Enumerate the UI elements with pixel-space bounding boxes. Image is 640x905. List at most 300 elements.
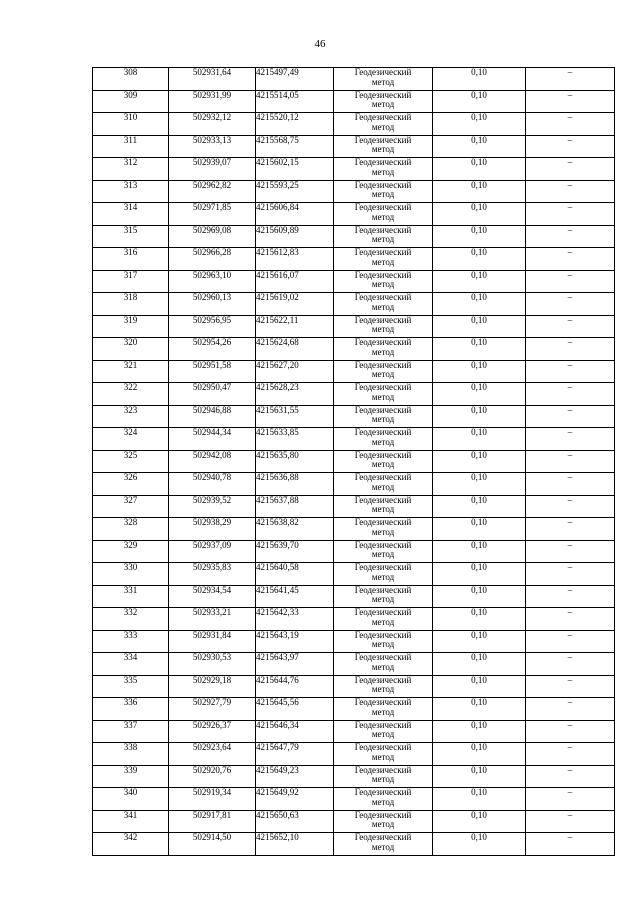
method-line-2: метод <box>371 504 395 514</box>
point-number-cell: 316 <box>93 248 169 271</box>
y-coordinate-cell: 4215639,70 <box>256 540 334 563</box>
accuracy-cell: 0,10 <box>433 428 526 451</box>
method-line-1: Геодезический <box>354 607 412 617</box>
method-cell <box>334 720 433 743</box>
method-line-1: Геодезический <box>354 89 412 100</box>
table-row <box>93 158 615 181</box>
method-line-2: метод <box>371 774 395 784</box>
table-row <box>93 788 615 811</box>
method-line-1: Геодезический <box>354 359 412 370</box>
table-row <box>93 518 615 541</box>
method-cell <box>334 788 433 811</box>
method-line-1: Геодезический <box>354 449 412 460</box>
accuracy-cell: 0,10 <box>433 225 526 248</box>
method-cell <box>334 248 433 271</box>
method-line-2: метод <box>371 279 395 289</box>
accuracy-cell: 0,10 <box>433 383 526 406</box>
x-coordinate-cell: 502933,13 <box>169 135 256 158</box>
point-number-cell: 335 <box>93 675 169 698</box>
y-coordinate-cell: 4215640,58 <box>256 563 334 586</box>
method-line-1: Геодезический <box>354 539 412 550</box>
method-line-1: Геодезический <box>354 584 412 595</box>
accuracy-cell: 0,10 <box>433 540 526 563</box>
point-number-cell: 318 <box>93 293 169 316</box>
note-cell: – <box>526 743 615 766</box>
note-cell: – <box>526 68 615 91</box>
method-line-2: метод <box>371 324 395 334</box>
x-coordinate-cell: 502962,82 <box>169 180 256 203</box>
table-row <box>93 630 615 653</box>
table-row <box>93 675 615 698</box>
note-cell: – <box>526 360 615 383</box>
method-cell <box>334 563 433 586</box>
method-line-2: метод <box>371 121 395 132</box>
point-number-cell: 317 <box>93 270 169 293</box>
method-cell <box>334 405 433 428</box>
note-cell: – <box>526 810 615 833</box>
table-row <box>93 743 615 766</box>
method-line-1: Геодезический <box>354 629 412 640</box>
method-line-1: Геодезический <box>354 562 412 572</box>
method-line-1: Геодезический <box>354 674 412 685</box>
method-cell <box>334 653 433 676</box>
note-cell: – <box>526 630 615 653</box>
accuracy-cell: 0,10 <box>433 315 526 338</box>
x-coordinate-cell: 502944,34 <box>169 428 256 451</box>
method-line-1: Геодезический <box>354 719 412 730</box>
method-line-2: метод <box>371 166 395 177</box>
note-cell: – <box>526 203 615 226</box>
accuracy-cell: 0,10 <box>433 608 526 631</box>
note-cell: – <box>526 248 615 271</box>
x-coordinate-cell: 502917,81 <box>169 810 256 833</box>
method-cell <box>334 698 433 721</box>
method-line-1: Геодезический <box>354 809 412 820</box>
accuracy-cell: 0,10 <box>433 68 526 91</box>
x-coordinate-cell: 502930,53 <box>169 653 256 676</box>
x-coordinate-cell: 502935,83 <box>169 563 256 586</box>
accuracy-cell: 0,10 <box>433 270 526 293</box>
point-number-cell: 308 <box>93 68 169 91</box>
method-cell <box>334 675 433 698</box>
x-coordinate-cell: 502920,76 <box>169 765 256 788</box>
table-row <box>93 810 615 833</box>
x-coordinate-cell: 502966,28 <box>169 248 256 271</box>
method-line-2: метод <box>371 144 395 154</box>
accuracy-cell: 0,10 <box>433 473 526 496</box>
x-coordinate-cell: 502926,37 <box>169 720 256 743</box>
note-cell: – <box>526 383 615 406</box>
point-number-cell: 310 <box>93 113 169 136</box>
note-cell: – <box>526 180 615 203</box>
point-number-cell: 312 <box>93 158 169 181</box>
method-line-2: метод <box>371 571 395 582</box>
note-cell: – <box>526 698 615 721</box>
point-number-cell: 321 <box>93 360 169 383</box>
table-row <box>93 225 615 248</box>
method-line-2: метод <box>371 841 395 852</box>
point-number-cell: 325 <box>93 450 169 473</box>
method-line-2: метод <box>371 684 395 694</box>
y-coordinate-cell: 4215568,75 <box>256 135 334 158</box>
table-row <box>93 90 615 113</box>
note-cell: – <box>526 113 615 136</box>
point-number-cell: 330 <box>93 563 169 586</box>
x-coordinate-cell: 502940,78 <box>169 473 256 496</box>
note-cell: – <box>526 225 615 248</box>
accuracy-cell: 0,10 <box>433 113 526 136</box>
note-cell: – <box>526 158 615 181</box>
table-row <box>93 563 615 586</box>
method-cell <box>334 608 433 631</box>
method-line-1: Геодезический <box>354 134 412 145</box>
method-cell <box>334 383 433 406</box>
point-number-cell: 333 <box>93 630 169 653</box>
point-number-cell: 337 <box>93 720 169 743</box>
method-line-2: метод <box>371 369 395 379</box>
method-cell <box>334 585 433 608</box>
accuracy-cell: 0,10 <box>433 338 526 361</box>
accuracy-cell: 0,10 <box>433 158 526 181</box>
method-cell <box>334 833 433 856</box>
y-coordinate-cell: 4215652,10 <box>256 833 334 856</box>
table-row <box>93 113 615 136</box>
point-number-cell: 329 <box>93 540 169 563</box>
y-coordinate-cell: 4215638,82 <box>256 518 334 541</box>
x-coordinate-cell: 502942,08 <box>169 450 256 473</box>
accuracy-cell: 0,10 <box>433 180 526 203</box>
note-cell: – <box>526 675 615 698</box>
method-line-2: метод <box>371 391 395 402</box>
table-row <box>93 383 615 406</box>
accuracy-cell: 0,10 <box>433 743 526 766</box>
table-row <box>93 68 615 91</box>
accuracy-cell: 0,10 <box>433 203 526 226</box>
table-row <box>93 180 615 203</box>
y-coordinate-cell: 4215643,97 <box>256 653 334 676</box>
method-line-1: Геодезический <box>354 67 412 77</box>
note-cell: – <box>526 563 615 586</box>
y-coordinate-cell: 4215619,02 <box>256 293 334 316</box>
accuracy-cell: 0,10 <box>433 405 526 428</box>
accuracy-cell: 0,10 <box>433 90 526 113</box>
method-line-2: метод <box>371 481 395 492</box>
x-coordinate-cell: 502932,12 <box>169 113 256 136</box>
note-cell: – <box>526 585 615 608</box>
method-cell <box>334 495 433 518</box>
coordinates-table <box>92 67 615 856</box>
y-coordinate-cell: 4215520,12 <box>256 113 334 136</box>
accuracy-cell: 0,10 <box>433 248 526 271</box>
method-line-1: Геодезический <box>354 742 412 752</box>
y-coordinate-cell: 4215497,49 <box>256 68 334 91</box>
method-line-1: Геодезический <box>354 517 412 527</box>
y-coordinate-cell: 4215627,20 <box>256 360 334 383</box>
method-line-1: Геодезический <box>354 224 412 235</box>
y-coordinate-cell: 4215649,92 <box>256 788 334 811</box>
method-line-2: метод <box>371 639 395 649</box>
page-number: 46 <box>314 38 326 50</box>
x-coordinate-cell: 502934,54 <box>169 585 256 608</box>
method-line-2: метод <box>371 301 395 312</box>
accuracy-cell: 0,10 <box>433 698 526 721</box>
y-coordinate-cell: 4215616,07 <box>256 270 334 293</box>
method-line-2: метод <box>371 594 395 604</box>
table-row <box>93 315 615 338</box>
note-cell: – <box>526 315 615 338</box>
point-number-cell: 332 <box>93 608 169 631</box>
point-number-cell: 336 <box>93 698 169 721</box>
method-cell <box>334 113 433 136</box>
method-line-2: метод <box>371 346 395 357</box>
y-coordinate-cell: 4215642,33 <box>256 608 334 631</box>
note-cell: – <box>526 788 615 811</box>
x-coordinate-cell: 502923,64 <box>169 743 256 766</box>
method-cell <box>334 360 433 383</box>
x-coordinate-cell: 502933,21 <box>169 608 256 631</box>
y-coordinate-cell: 4215593,25 <box>256 180 334 203</box>
x-coordinate-cell: 502919,34 <box>169 788 256 811</box>
table-row <box>93 495 615 518</box>
y-coordinate-cell: 4215609,89 <box>256 225 334 248</box>
method-line-1: Геодезический <box>354 652 412 662</box>
x-coordinate-cell: 502950,47 <box>169 383 256 406</box>
method-line-1: Геодезический <box>354 292 412 302</box>
method-cell <box>334 428 433 451</box>
y-coordinate-cell: 4215612,83 <box>256 248 334 271</box>
y-coordinate-cell: 4215637,88 <box>256 495 334 518</box>
point-number-cell: 324 <box>93 428 169 451</box>
method-cell <box>334 180 433 203</box>
x-coordinate-cell: 502954,26 <box>169 338 256 361</box>
method-line-1: Геодезический <box>354 179 412 190</box>
method-line-2: метод <box>371 751 395 762</box>
x-coordinate-cell: 502929,18 <box>169 675 256 698</box>
table-row <box>93 585 615 608</box>
y-coordinate-cell: 4215649,23 <box>256 765 334 788</box>
x-coordinate-cell: 502960,13 <box>169 293 256 316</box>
point-number-cell: 339 <box>93 765 169 788</box>
y-coordinate-cell: 4215650,63 <box>256 810 334 833</box>
method-line-2: метод <box>371 819 395 829</box>
point-number-cell: 322 <box>93 383 169 406</box>
method-line-2: метод <box>371 256 395 267</box>
note-cell: – <box>526 765 615 788</box>
point-number-cell: 326 <box>93 473 169 496</box>
accuracy-cell: 0,10 <box>433 450 526 473</box>
point-number-cell: 315 <box>93 225 169 248</box>
y-coordinate-cell: 4215514,05 <box>256 90 334 113</box>
point-number-cell: 327 <box>93 495 169 518</box>
accuracy-cell: 0,10 <box>433 293 526 316</box>
method-line-2: метод <box>371 661 395 672</box>
table-row <box>93 135 615 158</box>
table-row <box>93 765 615 788</box>
table-row <box>93 248 615 271</box>
method-line-1: Геодезический <box>354 247 412 257</box>
method-cell <box>334 338 433 361</box>
note-cell: – <box>526 428 615 451</box>
x-coordinate-cell: 502927,79 <box>169 698 256 721</box>
x-coordinate-cell: 502931,64 <box>169 68 256 91</box>
point-number-cell: 342 <box>93 833 169 856</box>
method-line-2: метод <box>371 414 395 424</box>
method-line-1: Геодезический <box>354 472 412 482</box>
note-cell: – <box>526 450 615 473</box>
table-row <box>93 720 615 743</box>
y-coordinate-cell: 4215606,84 <box>256 203 334 226</box>
table-row <box>93 473 615 496</box>
point-number-cell: 311 <box>93 135 169 158</box>
note-cell: – <box>526 608 615 631</box>
accuracy-cell: 0,10 <box>433 720 526 743</box>
method-line-2: метод <box>371 189 395 199</box>
x-coordinate-cell: 502937,09 <box>169 540 256 563</box>
y-coordinate-cell: 4215644,76 <box>256 675 334 698</box>
note-cell: – <box>526 405 615 428</box>
method-cell <box>334 630 433 653</box>
table-row <box>93 203 615 226</box>
note-cell: – <box>526 518 615 541</box>
note-cell: – <box>526 293 615 316</box>
x-coordinate-cell: 502931,99 <box>169 90 256 113</box>
method-line-1: Геодезический <box>354 382 412 392</box>
table-row <box>93 450 615 473</box>
method-cell <box>334 518 433 541</box>
table-row <box>93 405 615 428</box>
accuracy-cell: 0,10 <box>433 495 526 518</box>
x-coordinate-cell: 502931,84 <box>169 630 256 653</box>
note-cell: – <box>526 540 615 563</box>
accuracy-cell: 0,10 <box>433 765 526 788</box>
y-coordinate-cell: 4215628,23 <box>256 383 334 406</box>
method-line-2: метод <box>371 526 395 537</box>
method-cell <box>334 90 433 113</box>
method-cell <box>334 765 433 788</box>
point-number-cell: 320 <box>93 338 169 361</box>
x-coordinate-cell: 502963,10 <box>169 270 256 293</box>
x-coordinate-cell: 502969,08 <box>169 225 256 248</box>
y-coordinate-cell: 4215647,79 <box>256 743 334 766</box>
table-row <box>93 698 615 721</box>
y-coordinate-cell: 4215646,34 <box>256 720 334 743</box>
method-line-1: Геодезический <box>354 787 412 797</box>
method-cell <box>334 810 433 833</box>
accuracy-cell: 0,10 <box>433 135 526 158</box>
point-number-cell: 334 <box>93 653 169 676</box>
method-cell <box>334 540 433 563</box>
method-line-1: Геодезический <box>354 494 412 505</box>
method-line-2: метод <box>371 211 395 222</box>
accuracy-cell: 0,10 <box>433 675 526 698</box>
method-line-1: Геодезический <box>354 112 412 122</box>
y-coordinate-cell: 4215641,45 <box>256 585 334 608</box>
note-cell: – <box>526 135 615 158</box>
note-cell: – <box>526 338 615 361</box>
note-cell: – <box>526 720 615 743</box>
method-line-2: метод <box>371 76 395 87</box>
y-coordinate-cell: 4215643,19 <box>256 630 334 653</box>
table-row <box>93 833 615 856</box>
point-number-cell: 340 <box>93 788 169 811</box>
table-body <box>93 68 615 856</box>
y-coordinate-cell: 4215622,11 <box>256 315 334 338</box>
note-cell: – <box>526 473 615 496</box>
method-line-2: метод <box>371 436 395 447</box>
point-number-cell: 323 <box>93 405 169 428</box>
method-cell <box>334 225 433 248</box>
x-coordinate-cell: 502939,52 <box>169 495 256 518</box>
accuracy-cell: 0,10 <box>433 585 526 608</box>
method-line-2: метод <box>371 616 395 627</box>
note-cell: – <box>526 90 615 113</box>
x-coordinate-cell: 502914,50 <box>169 833 256 856</box>
method-line-1: Геодезический <box>354 404 412 415</box>
method-cell <box>334 135 433 158</box>
method-line-1: Геодезический <box>354 337 412 347</box>
method-line-2: метод <box>371 796 395 807</box>
y-coordinate-cell: 4215631,55 <box>256 405 334 428</box>
method-line-1: Геодезический <box>354 269 412 280</box>
method-line-1: Геодезический <box>354 832 412 842</box>
method-line-1: Геодезический <box>354 202 412 212</box>
method-line-2: метод <box>371 459 395 469</box>
method-line-1: Геодезический <box>354 314 412 325</box>
accuracy-cell: 0,10 <box>433 810 526 833</box>
method-cell <box>334 473 433 496</box>
table-row <box>93 428 615 451</box>
method-line-2: метод <box>371 99 395 109</box>
method-cell <box>334 203 433 226</box>
table-row <box>93 293 615 316</box>
method-cell <box>334 158 433 181</box>
table-row <box>93 338 615 361</box>
x-coordinate-cell: 502938,29 <box>169 518 256 541</box>
method-line-1: Геодезический <box>354 764 412 775</box>
method-cell <box>334 743 433 766</box>
point-number-cell: 319 <box>93 315 169 338</box>
method-line-2: метод <box>371 729 395 739</box>
method-line-1: Геодезический <box>354 157 412 167</box>
y-coordinate-cell: 4215624,68 <box>256 338 334 361</box>
x-coordinate-cell: 502946,88 <box>169 405 256 428</box>
point-number-cell: 309 <box>93 90 169 113</box>
accuracy-cell: 0,10 <box>433 360 526 383</box>
accuracy-cell: 0,10 <box>433 630 526 653</box>
method-line-2: метод <box>371 234 395 244</box>
method-cell <box>334 450 433 473</box>
y-coordinate-cell: 4215636,88 <box>256 473 334 496</box>
point-number-cell: 341 <box>93 810 169 833</box>
method-cell <box>334 315 433 338</box>
method-line-1: Геодезический <box>354 697 412 707</box>
point-number-cell: 314 <box>93 203 169 226</box>
table-row <box>93 608 615 631</box>
method-cell <box>334 68 433 91</box>
note-cell: – <box>526 270 615 293</box>
y-coordinate-cell: 4215645,56 <box>256 698 334 721</box>
x-coordinate-cell: 502971,85 <box>169 203 256 226</box>
point-number-cell: 331 <box>93 585 169 608</box>
note-cell: – <box>526 495 615 518</box>
y-coordinate-cell: 4215635,80 <box>256 450 334 473</box>
method-line-2: метод <box>371 549 395 559</box>
method-cell <box>334 270 433 293</box>
x-coordinate-cell: 502939,07 <box>169 158 256 181</box>
method-line-2: метод <box>371 706 395 717</box>
x-coordinate-cell: 502951,58 <box>169 360 256 383</box>
note-cell: – <box>526 833 615 856</box>
